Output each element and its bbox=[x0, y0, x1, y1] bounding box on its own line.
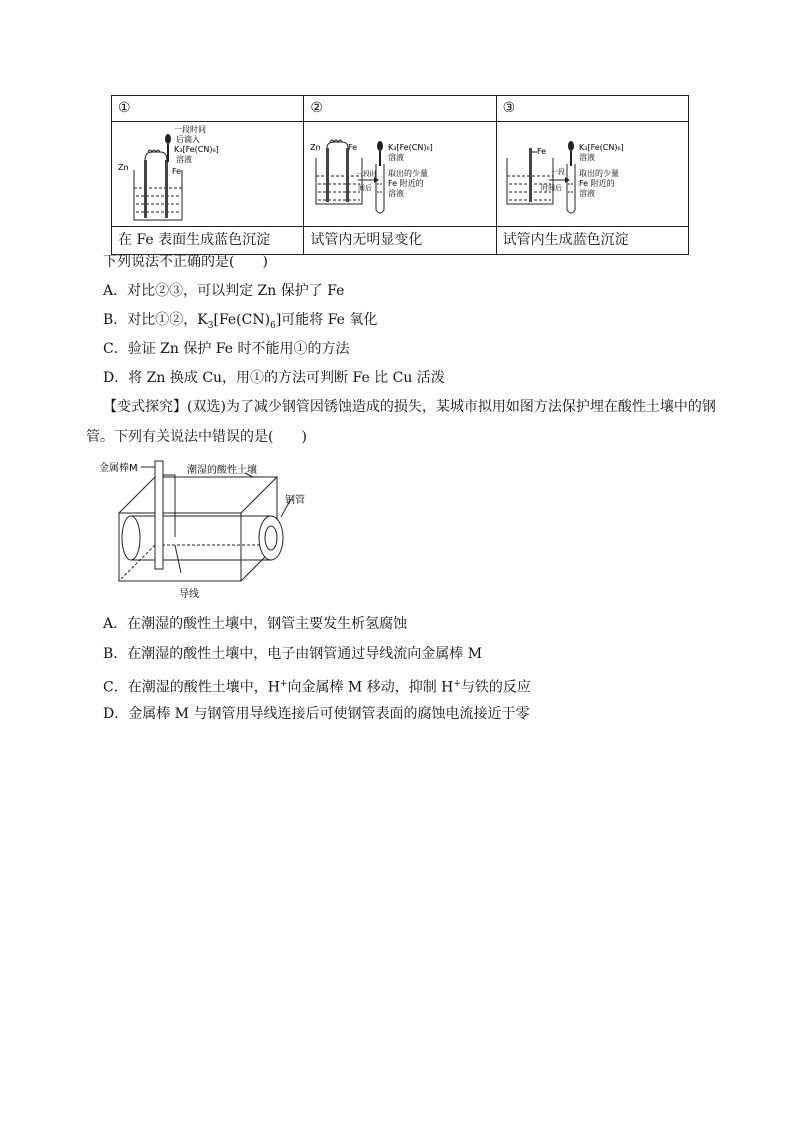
d1-fe-label: Fe bbox=[172, 167, 182, 176]
d2-arrow1: 一段时 bbox=[356, 170, 378, 178]
q1-option-d: D．将 Zn 换成 Cu，用①的方法可判断 Fe 比 Cu 活泼 bbox=[103, 370, 445, 386]
fig-soil-label: 潮湿的酸性土壤 bbox=[187, 465, 257, 476]
header-cell-2: ② bbox=[304, 96, 496, 122]
d3-take2: Fe 附近的 bbox=[578, 179, 615, 188]
d2-take3: 溶液 bbox=[388, 189, 405, 198]
table-header-row bbox=[112, 96, 689, 122]
experiment-diagram-2 bbox=[304, 122, 494, 222]
d3-reagent: K₃[Fe(CN)₆] bbox=[578, 143, 624, 152]
d2-fe-label: Fe bbox=[348, 143, 358, 152]
d3-take1: 取出的少量 bbox=[578, 169, 619, 178]
d2-sol: 溶液 bbox=[388, 153, 405, 162]
d2-take1: 取出的少量 bbox=[388, 169, 429, 178]
result-cell-2: 试管内无明显变化 bbox=[304, 227, 496, 255]
d1-note2: 后滴入 bbox=[176, 135, 200, 144]
d1-zn-label: Zn bbox=[118, 163, 129, 172]
d3-fe-label: Fe bbox=[536, 147, 546, 156]
table-result-row bbox=[112, 227, 689, 255]
d3-sol: 溶液 bbox=[578, 153, 595, 162]
result-cell-1: 在 Fe 表面生成蓝色沉淀 bbox=[112, 227, 304, 255]
d1-note3: 溶液 bbox=[176, 155, 192, 164]
d2-reagent: K₃[Fe(CN)₆] bbox=[388, 143, 434, 152]
q1-option-c: C．验证 Zn 保护 Fe 时不能用①的方法 bbox=[103, 341, 350, 357]
d3-arrow2: 时间后 bbox=[540, 184, 562, 192]
d2-zn-label: Zn bbox=[310, 143, 321, 152]
diagram-cell-2 bbox=[304, 122, 496, 227]
fig-pipe-label: 钢管 bbox=[285, 495, 305, 506]
experiment-table bbox=[111, 95, 689, 255]
pipe-protection-figure bbox=[95, 455, 315, 605]
fig-wire-label: 导线 bbox=[179, 589, 199, 600]
diagram-cell-1 bbox=[112, 122, 304, 227]
d3-take3: 溶液 bbox=[578, 189, 595, 198]
q1-stem: 下列说法不正确的是( ) bbox=[103, 254, 268, 270]
q2-option-c: C．在潮湿的酸性土壤中，H+向金属棒 M 移动，抑制 H+与铁的反应 bbox=[103, 679, 531, 696]
header-cell-3: ③ bbox=[496, 96, 688, 122]
q2-option-a: A．在潮湿的酸性土壤中，钢管主要发生析氢腐蚀 bbox=[103, 616, 408, 632]
d3-arrow1: 一段 bbox=[550, 168, 565, 176]
q1-option-b: B．对比①②，$K_3[Fe(CN)_6]$可能将 Fe 氧化 bbox=[103, 312, 378, 331]
q2-option-b: B．在潮湿的酸性土壤中，电子由钢管通过导线流向金属棒 M bbox=[103, 646, 483, 662]
fig-rod-label: 金属棒M bbox=[99, 463, 138, 474]
result-cell-3: 试管内生成蓝色沉淀 bbox=[496, 227, 688, 255]
diagram-cell-3 bbox=[496, 122, 688, 227]
d2-take2: Fe 附近的 bbox=[388, 179, 424, 188]
experiment-diagram-1 bbox=[112, 122, 302, 222]
d1-reagent: K₃[Fe(CN)₆] bbox=[174, 145, 219, 154]
d1-note1: 一段时间 bbox=[174, 125, 206, 134]
header-cell-1: ① bbox=[112, 96, 304, 122]
q2-stem-line2: 管。下列有关说法中错误的是( ) bbox=[86, 429, 307, 445]
q2-stem-line1: 【变式探究】(双选)为了减少钢管因锈蚀造成的损失，某城市拟用如图方法保护埋在酸性土壤中的钢 bbox=[103, 399, 716, 415]
table-diagram-row bbox=[112, 122, 689, 227]
experiment-diagram-3 bbox=[497, 122, 687, 222]
d2-arrow2: 间后 bbox=[358, 184, 373, 192]
q1-option-a: A．对比②③，可以判定 Zn 保护了 Fe bbox=[103, 283, 345, 299]
q2-option-d: D．金属棒 M 与钢管用导线连接后可使钢管表面的腐蚀电流接近于零 bbox=[103, 706, 530, 722]
